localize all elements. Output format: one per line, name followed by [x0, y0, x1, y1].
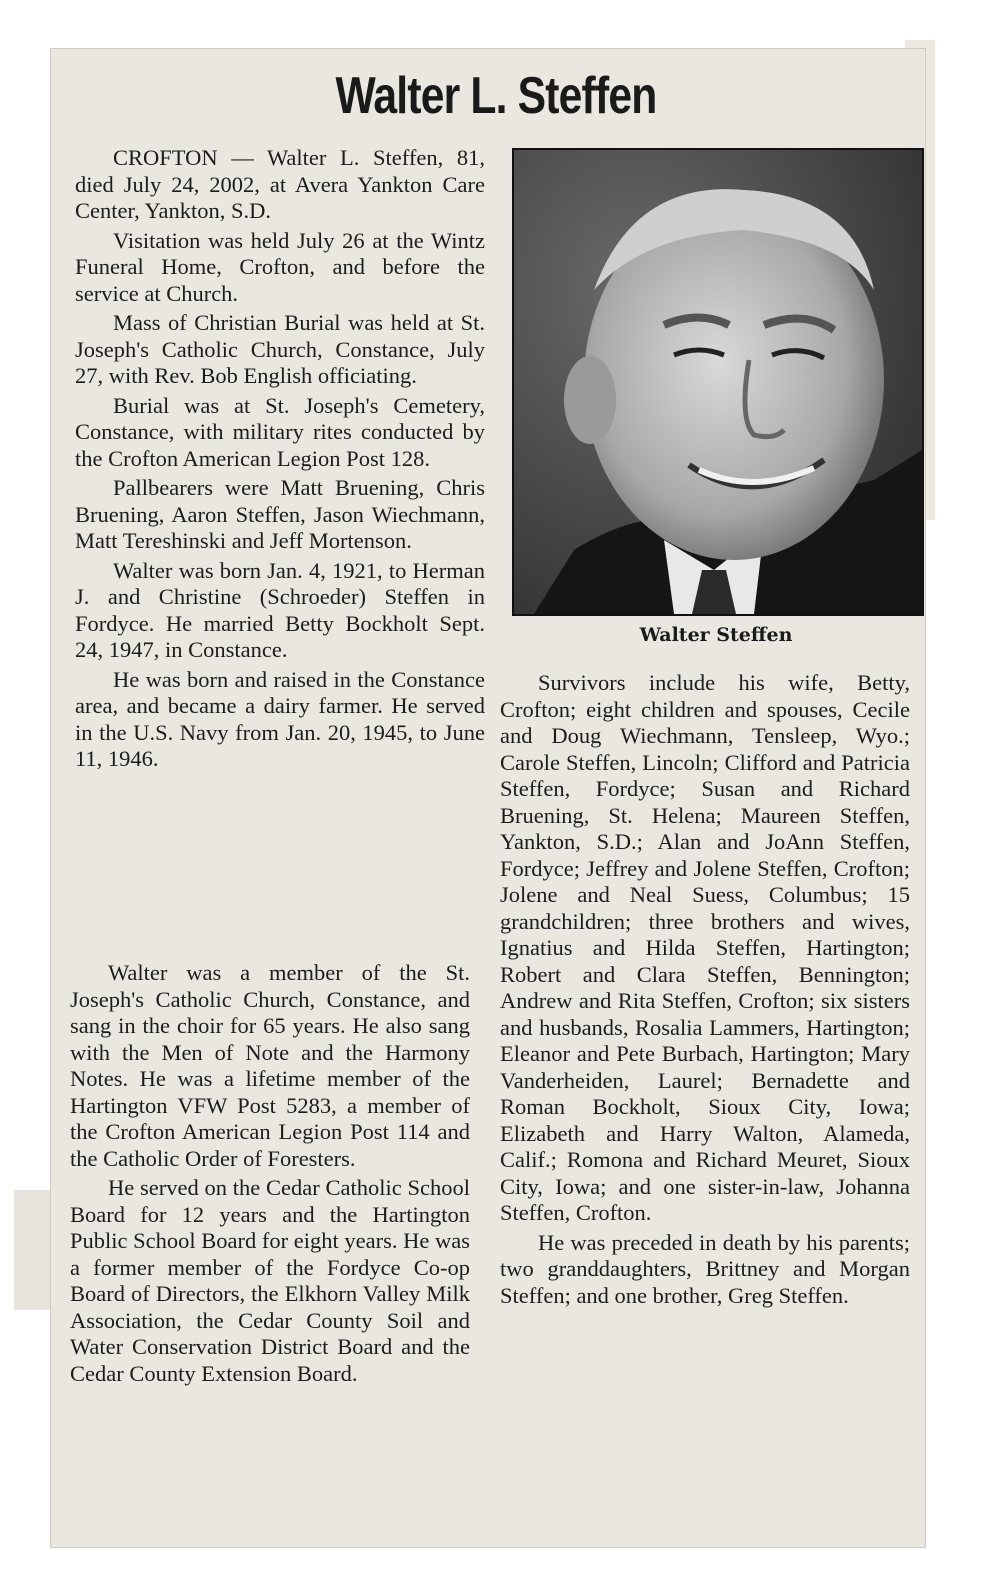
paragraph: Visitation was held July 26 at the Wintz Funeral Home, Crofton, and before the service at Church.: [75, 227, 485, 306]
paragraph: He was born and raised in the Constance area, and became a dairy farmer. He served in the U.S. Navy from Jan. 20, 1945, to June 11, 1946.: [75, 666, 485, 771]
paragraph: Survivors include his wife, Betty, Crofton; eight children and spouses, Cecile and Doug Wiechmann, Tensleep, Wyo.; Carole Steffen, Lincoln; Clifford and Patricia Steffen, Fordyce; Susan and Richard Bruening, St. Helena; Maureen Steffen, Yankton, S.D.; Alan and JoAnn Steffen, Fordyce; Jeffrey and Jolene Steffen, Crofton; Jolene and Neal Suess, Columbus; 15 grandchildren; three brothers and wives, Ignatius and Hilda Steffen, Hartington; Robert and Clara Steffen, Bennington; Andrew and Rita Steffen, Crofton; six sisters and husbands, Rosalia Lammers, Hartington; Eleanor and Pete Burbach, Hartington; Mary Vanderheiden, Laurel; Bernadette and Roman Bockholt, Sioux City, Iowa; Elizabeth and Harry Walton, Alameda, Calif.; Romona and Richard Meuret, Sioux City, Iowa; and one sister-in-law, Johanna Steffen, Crofton.: [500, 670, 910, 1225]
right-column: [500, 670, 910, 1312]
paragraph: Burial was at St. Joseph's Cemetery, Constance, with military rites conducted by the Crofton American Legion Post 128.: [75, 392, 485, 471]
photo-caption: Walter Steffen: [639, 624, 793, 646]
paragraph: CROFTON — Walter L. Steffen, 81, died July 24, 2002, at Avera Yankton Care Center, Yankton, S.D.: [75, 145, 485, 223]
clipping-tab: [14, 1190, 54, 1310]
paragraph: Walter was a member of the St. Joseph's Catholic Church, Constance, and sang in the choir for 65 years. He also sang with the Men of Note and the Harmony Notes. He was a lifetime member of the Hartington VFW Post 5283, a member of the Crofton American Legion Post 114 and the Catholic Order of Foresters.: [70, 960, 470, 1171]
left-column-bottom: [70, 960, 470, 1390]
paragraph: Mass of Christian Burial was held at St. Joseph's Catholic Church, Constance, July 27, with Rev. Bob English officiating.: [75, 310, 485, 388]
paragraph: He was preceded in death by his parents; two granddaughters, Brittney and Morgan Steffen; and one brother, Greg Steffen.: [500, 1229, 910, 1308]
paragraph: Pallbearers were Matt Bruening, Chris Bruening, Aaron Steffen, Jason Wiechmann, Matt Tereshinski and Jeff Mortenson.: [75, 475, 485, 553]
paragraph: Walter was born Jan. 4, 1921, to Herman J. and Christine (Schroeder) Steffen in Fordyce. He married Betty Bockholt Sept. 24, 1947, in Constance.: [75, 557, 485, 662]
portrait-photo: [512, 148, 924, 616]
headline: Walter L. Steffen: [335, 67, 657, 125]
paragraph: He served on the Cedar Catholic School Board for 12 years and the Hartington Public School Board for eight years. He was a former member of the Fordyce Co-op Board of Directors, the Elkhorn Valley Milk Association, the Cedar County Soil and Water Conservation District Board and the Cedar County Extension Board.: [70, 1175, 470, 1386]
left-column-top: [75, 145, 485, 776]
